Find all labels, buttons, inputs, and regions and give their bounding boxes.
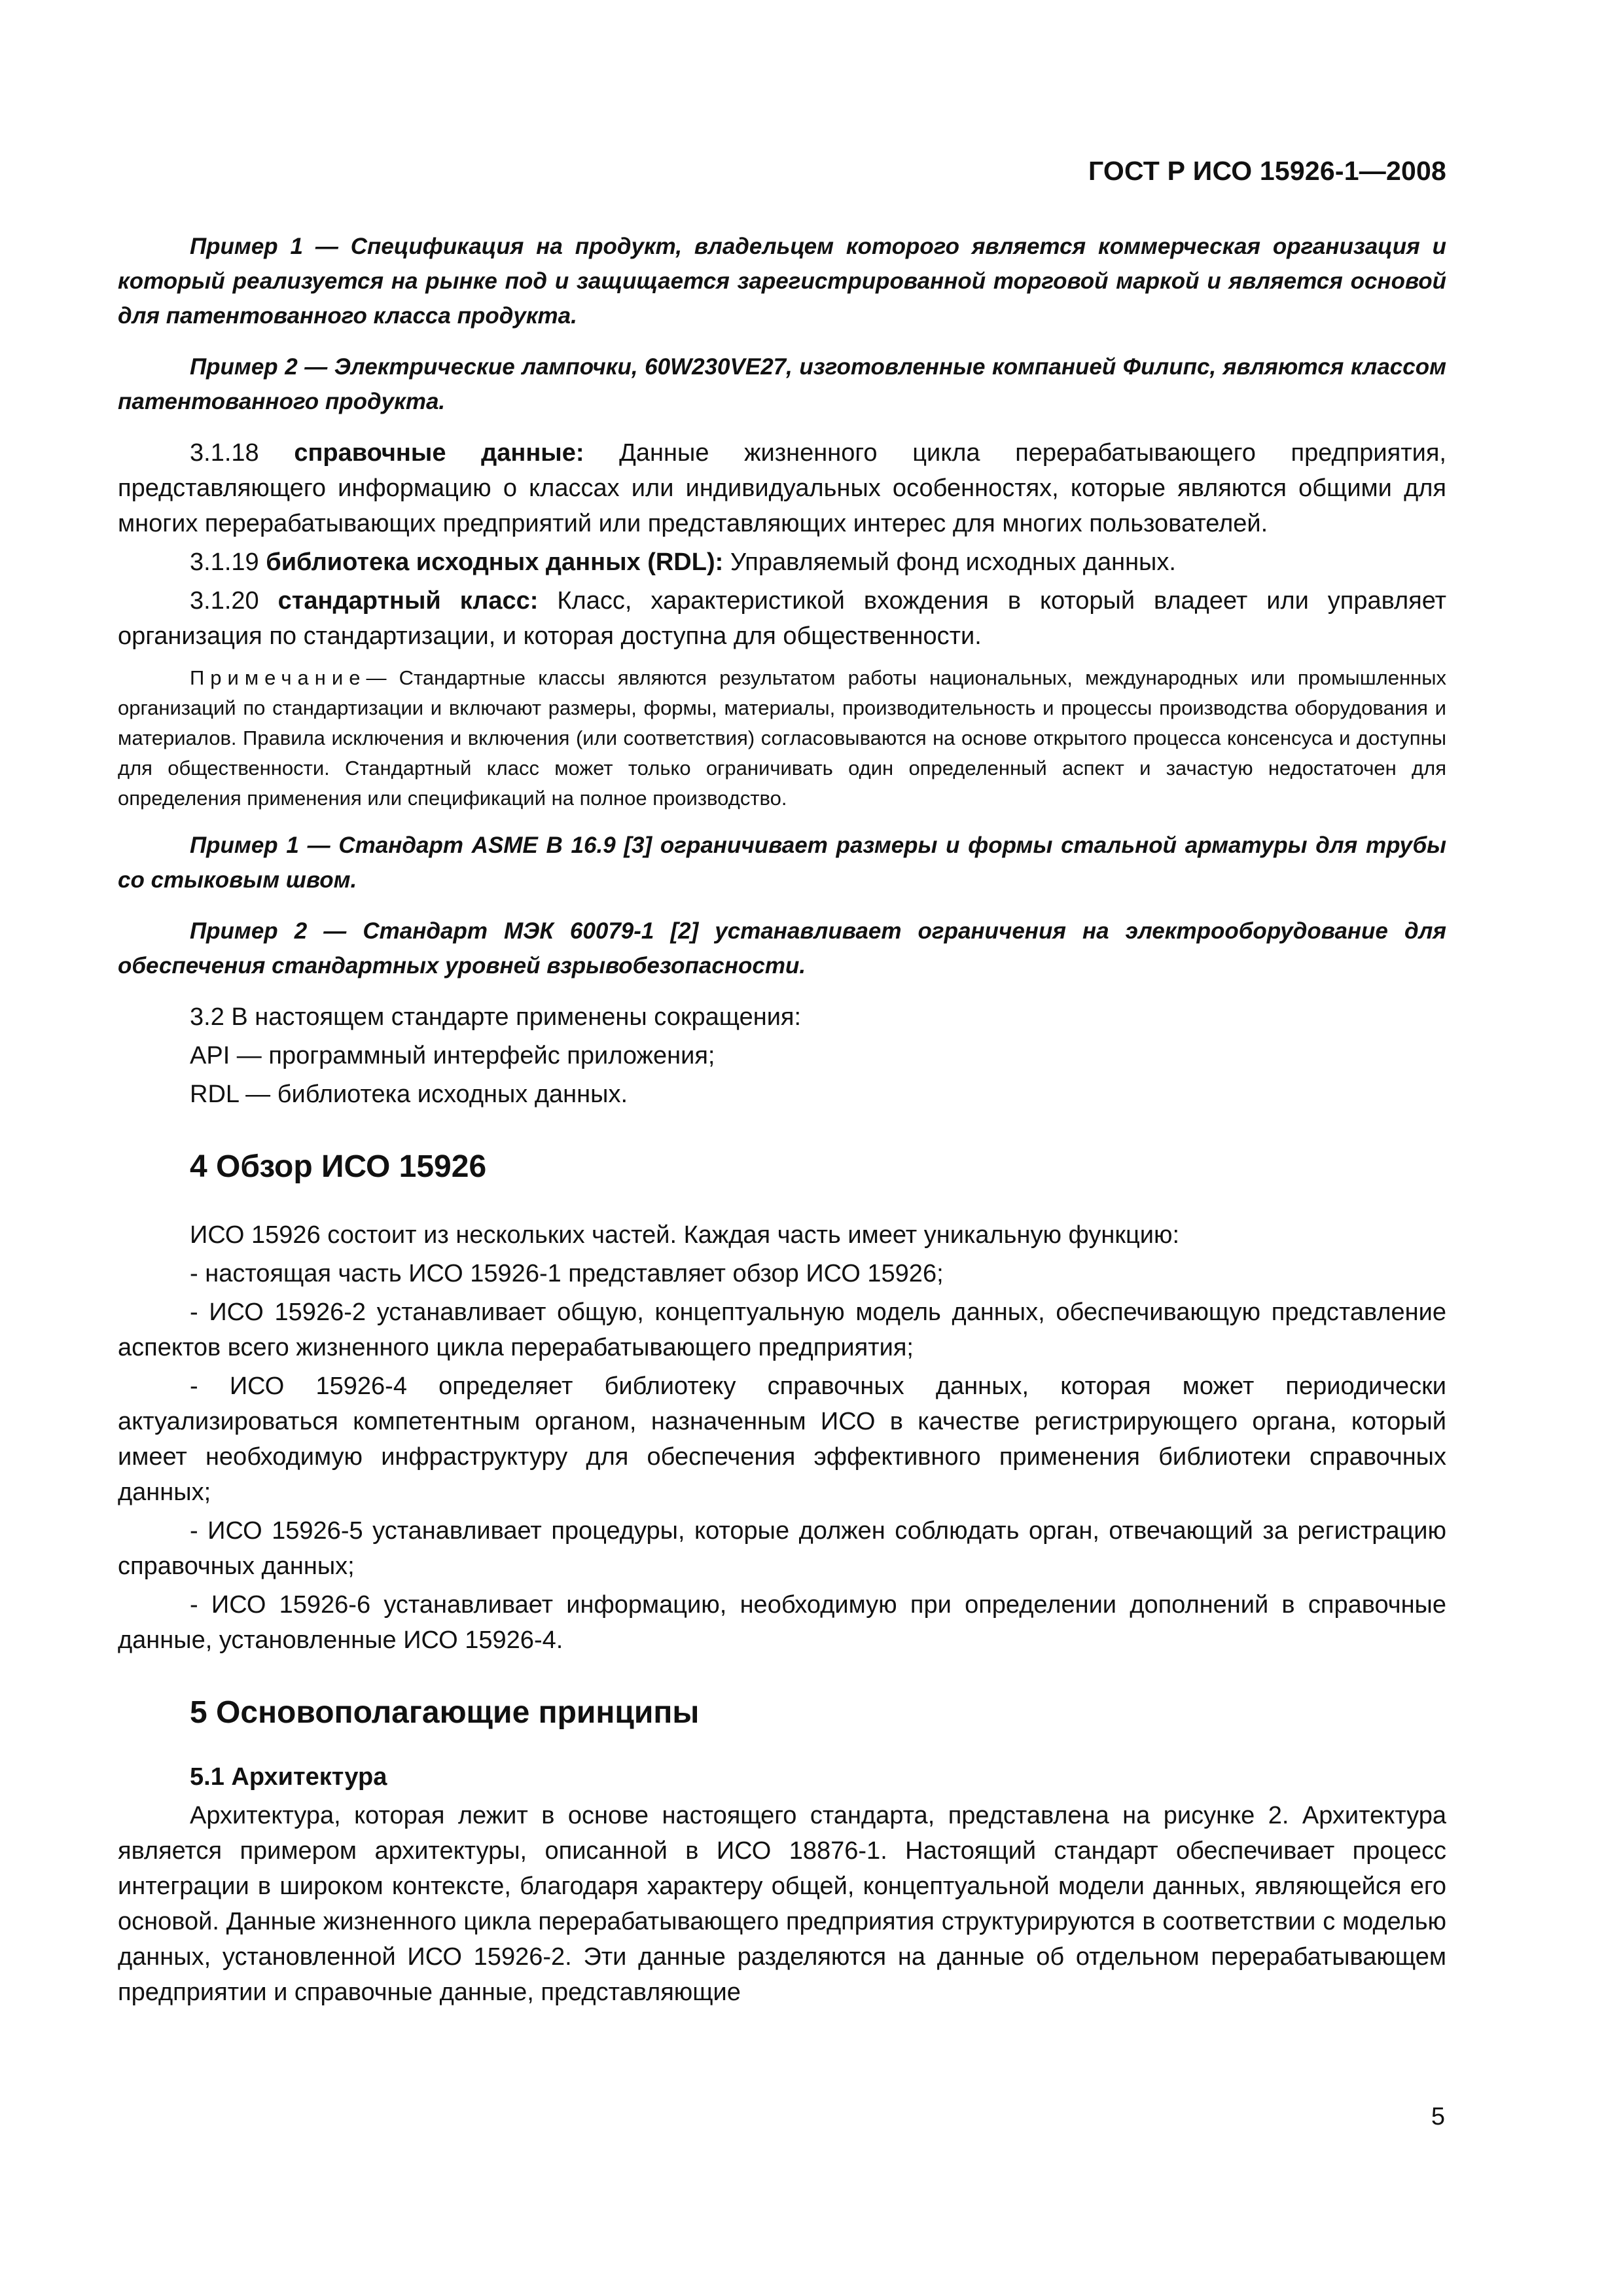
note-text: — Стандартные классы являются результатом работы национальных, международных или промышленных организаций по стандартизации и включают размеры, формы, материалы, производительность и процессы производства оборудования и материалов. Правила исключения и включения (или соответствия) согласовываются на основе открытого процесса консенсуса и доступны для общественности. Стандартный класс может только ограничивать один определенный аспект и зачастую недостаточен для определения применения или спецификаций на полное производство.: [118, 666, 1446, 810]
term-definition: Класс, характеристикой вхождения в который владеет или управляет организация по стандартизации, и которая доступна для общественности.: [118, 587, 1446, 650]
page-content: [118, 229, 1446, 2013]
section-4-paragraph: - ИСО 15926-4 определяет библиотеку справочных данных, которая может периодически актуализироваться компетентным органом, назначенным ИСО в качестве регистрирующего органа, который имеет необходимую инфраструктуру для обеспечения эффективного применения библиотеки справочных данных;: [118, 1372, 1446, 1506]
section-5-heading: 5 Основополагающие принципы: [190, 1695, 700, 1730]
abbreviation-api: API — программный интерфейс приложения;: [190, 1042, 715, 1069]
section-4-paragraph: - ИСО 15926-2 устанавливает общую, концептуальную модель данных, обеспечивающую представление аспектов всего жизненного цикла перерабатывающего предприятия;: [118, 1299, 1446, 1361]
document-header: ГОСТ Р ИСО 15926-1—2008: [1088, 156, 1446, 186]
example-1-note: Пример 1 — Стандарт ASME B 16.9 [3] ограничивает размеры и формы стальной арматуры для трубы со стыковым швом.: [118, 833, 1446, 893]
section-4-paragraph: ИСО 15926 состоит из нескольких частей. Каждая часть имеет уникальную функцию:: [190, 1221, 1180, 1249]
term-3-1-20: [118, 583, 1446, 654]
term-3-1-18: [118, 435, 1446, 541]
abbreviation-rdl: RDL — библиотека исходных данных.: [190, 1081, 628, 1108]
section-5-1-heading: 5.1 Архитектура: [190, 1763, 387, 1791]
term-definition: Управляемый фонд исходных данных.: [730, 548, 1176, 576]
term-number: 3.1.18: [190, 439, 259, 467]
example-2-note: Пример 2 — Стандарт МЭК 60079-1 [2] устанавливает ограничения на электрооборудование для обеспечения стандартных уровней взрывобезопасности.: [118, 918, 1446, 978]
term-number: 3.1.20: [190, 587, 259, 615]
section-5-1-paragraph: Архитектура, которая лежит в основе настоящего стандарта, представлена на рисунке 2. Архитектура является примером архитектуры, описанной в ИСО 18876-1. Настоящий стандарт обеспечивает процесс интеграции в широком контексте, благодаря характеру общей, концептуальной модели данных, являющейся его основой. Данные жизненного цикла перерабатывающего предприятия структурируются в соответствии с моделью данных, установленной ИСО 15926-2. Эти данные разделяются на данные об отдельном перерабатывающем предприятии и справочные данные, представляющие: [118, 1802, 1446, 2006]
term-3-1-19: [118, 545, 1446, 580]
section-4-paragraph: - настоящая часть ИСО 15926-1 представляет обзор ИСО 15926;: [190, 1260, 944, 1287]
example-1-top: Пример 1 — Спецификация на продукт, владельцем которого является коммерческая организация и который реализуется на рынке под и защищается зарегистрированной торговой маркой и является основой для патентованного класса продукта.: [118, 234, 1446, 329]
note-label: Примечание: [190, 666, 366, 689]
term-title: справочные данные:: [294, 439, 584, 467]
section-4-paragraph: - ИСО 15926-5 устанавливает процедуры, которые должен соблюдать орган, отвечающий за регистрацию справочных данных;: [118, 1517, 1446, 1580]
page-number: 5: [1431, 2103, 1445, 2130]
term-definition: Данные жизненного цикла перерабатывающего предприятия, представляющего информацию о классах или индивидуальных особенностях, которые являются общими для многих перерабатывающих предприятий или представляющих интерес для многих пользователей.: [118, 439, 1446, 537]
term-title: стандартный класс:: [277, 587, 539, 615]
section-4-heading: 4 Обзор ИСО 15926: [190, 1149, 487, 1184]
abbreviations-intro: 3.2 В настоящем стандарте применены сокращения:: [190, 1003, 802, 1031]
term-number: 3.1.19: [190, 548, 259, 576]
note-standard-classes: [118, 663, 1446, 814]
term-title: библиотека исходных данных (RDL):: [266, 548, 724, 576]
example-2-top: Пример 2 — Электрические лампочки, 60W230VE27, изготовленные компанией Филипс, являются классом патентованного продукта.: [118, 354, 1446, 414]
section-4-paragraph: - ИСО 15926-6 устанавливает информацию, необходимую при определении дополнений в справочные данные, установленные ИСО 15926-4.: [118, 1591, 1446, 1654]
